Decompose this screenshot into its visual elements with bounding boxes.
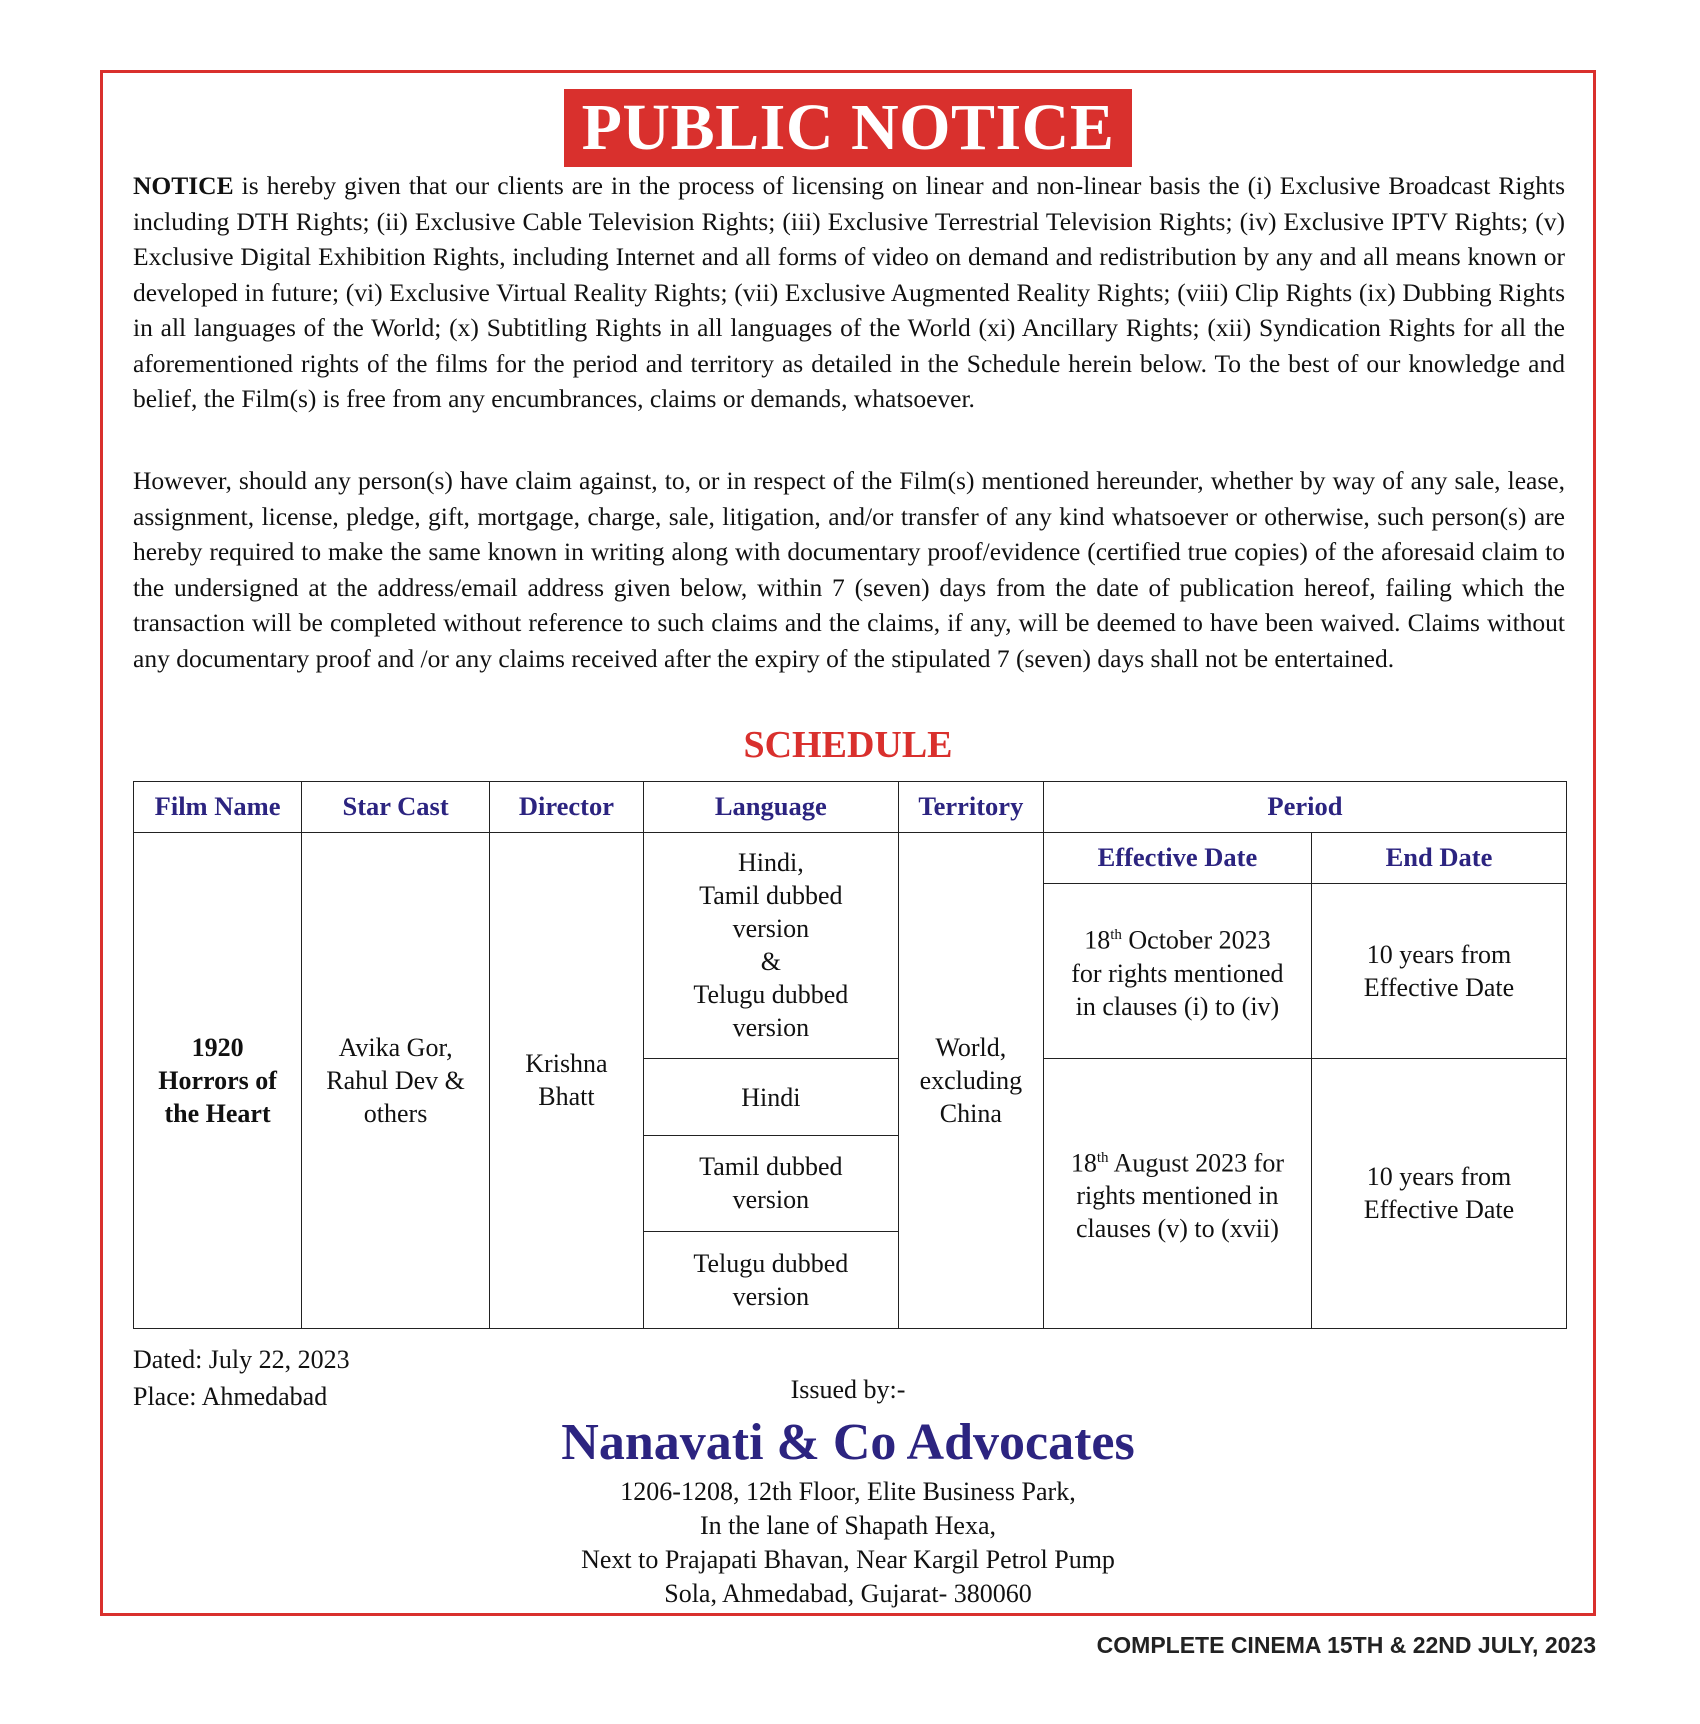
language-line: Hindi, xyxy=(737,848,804,878)
star-cast-line: Rahul Dev & xyxy=(326,1065,465,1095)
language-cell xyxy=(643,832,898,1058)
effective-date-line xyxy=(1050,1142,1305,1180)
language-line: Tamil dubbed xyxy=(699,881,843,911)
effective-date-cell xyxy=(1043,1058,1311,1328)
language-line: Telugu dubbed xyxy=(693,980,849,1010)
effective-date-line xyxy=(1050,919,1305,957)
header-end-date: End Date xyxy=(1311,832,1566,883)
film-name-line: 1920 xyxy=(191,1032,244,1062)
language-cell xyxy=(643,1231,898,1329)
header-star-cast: Star Cast xyxy=(302,782,490,833)
director-line: Krishna xyxy=(525,1049,608,1079)
territory-line: excluding xyxy=(919,1065,1023,1095)
language-cell: Hindi xyxy=(643,1058,898,1136)
header-film-name: Film Name xyxy=(134,782,302,833)
effective-date-cell xyxy=(1043,883,1311,1058)
language-cell xyxy=(643,1136,898,1231)
effective-date-line: clauses (v) to (xvii) xyxy=(1075,1214,1279,1244)
language-line: Telugu dubbed xyxy=(693,1248,849,1278)
firm-name: Nanavati & Co Advocates xyxy=(561,1414,1135,1471)
effective-date-line: in clauses (i) to (iv) xyxy=(1075,991,1280,1021)
notice-lead: NOTICE xyxy=(133,171,234,200)
address-line: 1206-1208, 12th Floor, Elite Business Park, xyxy=(620,1477,1076,1506)
star-cast-cell xyxy=(302,832,490,1328)
language-line: version xyxy=(732,1281,810,1311)
language-line: Tamil dubbed xyxy=(699,1152,843,1182)
film-name-line: the Heart xyxy=(164,1098,271,1128)
territory-line: World, xyxy=(935,1032,1007,1062)
effective-date-line: for rights mentioned xyxy=(1071,958,1284,988)
address-line: In the lane of Shapath Hexa, xyxy=(699,1511,996,1540)
effective-month-year: October 2023 xyxy=(1121,925,1271,955)
language-line: version xyxy=(732,914,810,944)
notice-title: PUBLIC NOTICE xyxy=(564,89,1133,167)
language-line: version xyxy=(732,1013,810,1043)
end-date-line: 10 years from xyxy=(1366,939,1512,969)
notice-paragraph-2: However, should any person(s) have claim against, to, or in respect of the Film(s) mentioned hereunder, whether by way of any sale, lease, assignment, license, pledge, gift, mortgage, charge, sale, litigation, and/or transfer of any kind whatsoever or otherwise, such person(s) are hereby required to make the same known in writing along with documentary proof/evidence (certified true copies) of the aforesaid claim to the undersigned at the address/email address given below, within 7 (seven) days from the date of publication hereof, failing which the transaction will be completed without reference to such claims and the claims, if any, will be deemed to have been waived. Claims without any documentary proof and /or any claims received after the expiry of the stipulated 7 (seven) days shall not be entertained. xyxy=(133,466,1565,673)
header-director: Director xyxy=(490,782,644,833)
end-date-line: 10 years from xyxy=(1366,1162,1512,1192)
star-cast-line: Avika Gor, xyxy=(338,1032,453,1062)
schedule-table xyxy=(133,781,1567,1329)
publication-credit: COMPLETE CINEMA 15TH & 22ND JULY, 2023 xyxy=(1096,1632,1596,1658)
header-effective-date: Effective Date xyxy=(1043,832,1311,883)
effective-month-year: August 2023 for xyxy=(1108,1148,1284,1178)
firm-address xyxy=(103,1475,1593,1611)
schedule-heading: SCHEDULE xyxy=(743,724,953,766)
end-date-line: Effective Date xyxy=(1363,1195,1515,1225)
director-line: Bhatt xyxy=(538,1082,595,1112)
issued-by-text: Issued by:- xyxy=(790,1375,906,1404)
director-cell xyxy=(490,832,644,1328)
table-row xyxy=(134,832,1567,883)
territory-line: China xyxy=(939,1098,1002,1128)
end-date-cell xyxy=(1311,1058,1566,1328)
effective-day: 18 xyxy=(1084,925,1111,955)
notice-frame xyxy=(100,70,1596,1616)
effective-day-suffix: th xyxy=(1096,1149,1109,1166)
effective-date-line: rights mentioned in xyxy=(1076,1181,1279,1211)
effective-day: 18 xyxy=(1070,1148,1097,1178)
language-line: & xyxy=(760,947,781,977)
star-cast-line: others xyxy=(363,1098,428,1128)
notice-paragraph-1 xyxy=(133,168,1565,417)
dated-text: Dated: July 22, 2023 xyxy=(133,1345,350,1374)
film-name-line: Horrors of xyxy=(158,1065,277,1095)
header-language: Language xyxy=(643,782,898,833)
notice-paragraph-1-text: is hereby given that our clients are in the process of licensing on linear and non-linear basis the (i) Exclusive Broadcast Rights including DTH Rights; (ii) Exclusive Cable Television Rights; (iii) Exclusive Terrestrial Television Rights; (iv) Exclusive IPTV Rights; (v) Exclusive Digital Exhibition Rights, including Internet and all forms of video on demand and redistribution by any and all means known or developed in future; (vi) Exclusive Virtual Reality Rights; (vii) Exclusive Augmented Reality Rights; (viii) Clip Rights (ix) Dubbing Rights in all languages of the World; (x) Subtitling Rights in all languages of the World (xi) Ancillary Rights; (xii) Syndication Rights for all the aforementioned rights of the films for the period and territory as detailed in the Schedule herein below. To the best of our knowledge and belief, the Film(s) is free from any encumbrances, claims or demands, whatsoever. xyxy=(133,171,1565,413)
header-period: Period xyxy=(1043,782,1566,833)
place-text: Place: Ahmedabad xyxy=(133,1382,328,1411)
header-territory: Territory xyxy=(898,782,1043,833)
effective-day-suffix: th xyxy=(1110,926,1122,943)
title-wrap xyxy=(103,89,1593,167)
end-date-line: Effective Date xyxy=(1363,972,1515,1002)
language-line: version xyxy=(732,1185,810,1215)
table-header-row xyxy=(134,782,1567,833)
end-date-cell xyxy=(1311,883,1566,1058)
film-name-cell xyxy=(134,832,302,1328)
territory-cell xyxy=(898,832,1043,1328)
address-line: Sola, Ahmedabad, Gujarat- 380060 xyxy=(664,1579,1032,1608)
address-line: Next to Prajapati Bhavan, Near Kargil Petrol Pump xyxy=(581,1545,1115,1574)
